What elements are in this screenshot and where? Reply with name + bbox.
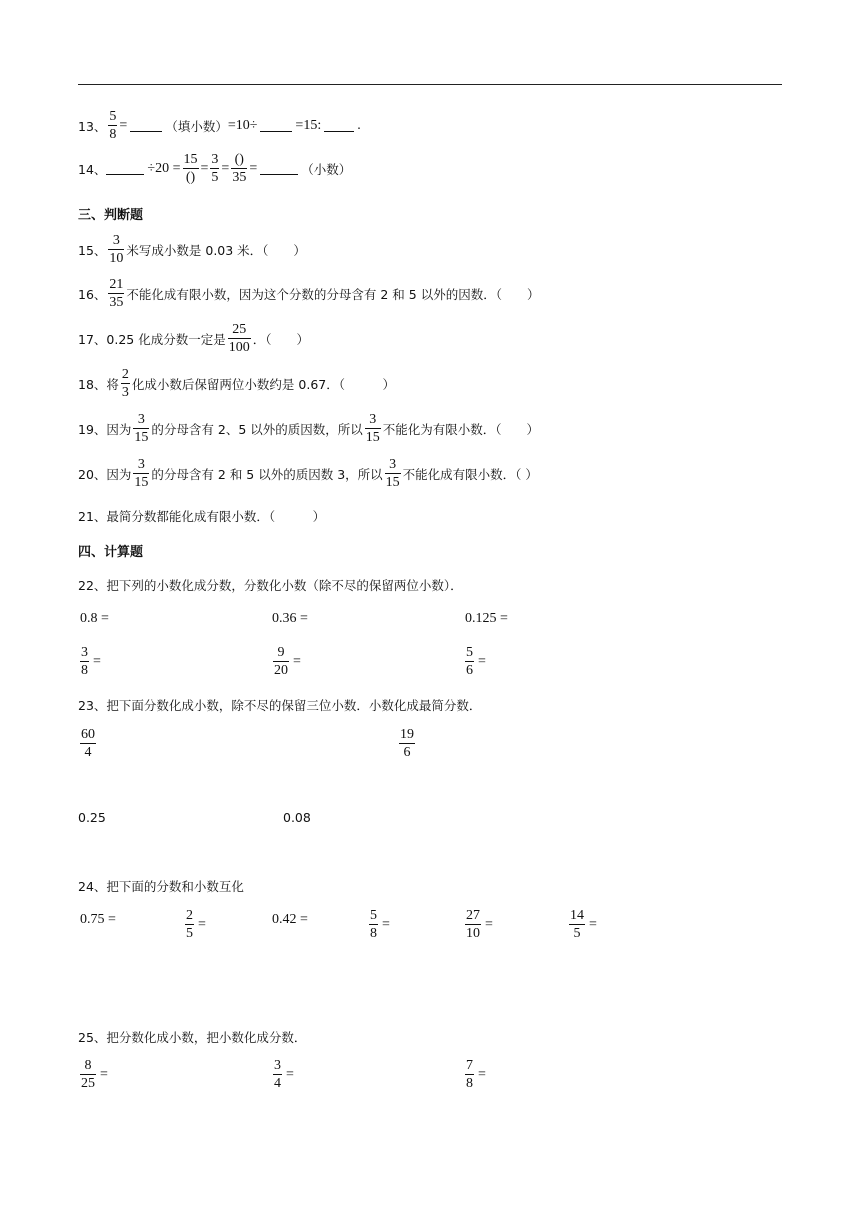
fraction: $\frac{()}{35}$ bbox=[232, 152, 247, 185]
q23-fraction-1: $\frac{60}{4}$ bbox=[81, 727, 95, 760]
question-16: 16、 $\frac{21}{35}$ 不能化成有限小数，因为这个分数的分母含有 2 和 5 以外的因数．（ ） bbox=[78, 277, 540, 310]
question-15: 15、 $\frac{3}{10}$ 米写成小数是 0.03 米．（ ） bbox=[78, 233, 306, 266]
question-18: 18、 将 $\frac{2}{3}$ 化成小数后保留两位小数约是 0.67．（ ） bbox=[78, 367, 395, 400]
q23-fraction-2: $\frac{19}{6}$ bbox=[400, 727, 414, 760]
q25-fraction-3: $\frac{7}{8}$ = bbox=[466, 1058, 486, 1091]
q24-decimal-1: 0.75 = bbox=[80, 912, 116, 927]
section-heading-calculation: 四、计算题 bbox=[78, 545, 144, 560]
q25-fraction-2: $\frac{3}{4}$ = bbox=[274, 1058, 294, 1091]
question-number: 13、 bbox=[78, 118, 107, 134]
question-17: 17、 0.25 化成分数一定是 $\frac{25}{100}$ ．（ ） bbox=[78, 322, 309, 355]
q24-fraction-2: $\frac{5}{8}$ = bbox=[370, 908, 390, 941]
q22-fraction-3: $\frac{5}{6}$ = bbox=[466, 645, 486, 678]
fraction: $\frac{21}{35}$ bbox=[109, 277, 124, 310]
question-number: 14、 bbox=[78, 161, 107, 177]
answer-blank[interactable] bbox=[324, 119, 354, 132]
section-heading-judgment: 三、判断题 bbox=[78, 208, 144, 223]
answer-blank[interactable] bbox=[106, 162, 144, 175]
q22-decimal-1: 0.8 = bbox=[80, 611, 109, 626]
question-14: 14、 ÷20 = $\frac{15}{()}$ = $\frac{3}{5}$ = $\frac{()}{35}$ = （小数） bbox=[78, 152, 352, 185]
answer-blank[interactable] bbox=[260, 162, 298, 175]
fraction: $\frac{3}{15}$ bbox=[365, 412, 380, 445]
question-23: 23、 把下面分数化成小数，除不尽的保留三位小数．小数化成最简分数． bbox=[78, 698, 482, 713]
q24-decimal-2: 0.42 = bbox=[272, 912, 308, 927]
q23-decimal-2: 0.08 bbox=[283, 810, 311, 825]
q22-fraction-2: $\frac{9}{20}$ = bbox=[274, 645, 301, 678]
fraction: $\frac{15}{()}$ bbox=[183, 152, 198, 185]
fraction: $\frac{3}{15}$ bbox=[134, 457, 149, 490]
question-21: 21、 最简分数都能化成有限小数．（ ） bbox=[78, 509, 326, 524]
question-13: 13、 $\frac{5}{8}$ = （填小数） =10÷ =15: . bbox=[78, 109, 361, 142]
q22-decimal-3: 0.125 = bbox=[465, 611, 508, 626]
fraction: $\frac{25}{100}$ bbox=[228, 322, 250, 355]
header-rule bbox=[78, 84, 782, 85]
q24-fraction-3: $\frac{27}{10}$ = bbox=[466, 908, 493, 941]
fraction: $\frac{3}{10}$ bbox=[109, 233, 124, 266]
fraction: $\frac{2}{3}$ bbox=[121, 367, 129, 400]
q25-fraction-1: $\frac{8}{25}$ = bbox=[81, 1058, 108, 1091]
q24-fraction-4: $\frac{14}{5}$ = bbox=[570, 908, 597, 941]
question-19: 19、 因为 $\frac{3}{15}$ 的分母含有 2、5 以外的质因数，所以 $\frac{3}{15}$ 不能化为有限小数．（ ） bbox=[78, 412, 540, 445]
q22-fraction-1: $\frac{3}{8}$ = bbox=[81, 645, 101, 678]
fraction: $\frac{3}{15}$ bbox=[385, 457, 400, 490]
answer-blank[interactable] bbox=[260, 119, 292, 132]
question-22: 22、 把下列的小数化成分数，分数化小数（除不尽的保留两位小数）． bbox=[78, 578, 463, 593]
fraction: $\frac{5}{8}$ bbox=[109, 109, 117, 142]
question-20: 20、 因为 $\frac{3}{15}$ 的分母含有 2 和 5 以外的质因数 3，所以 $\frac{3}{15}$ 不能化成有限小数．（ ） bbox=[78, 457, 538, 490]
answer-blank[interactable] bbox=[130, 119, 162, 132]
q23-decimal-1: 0.25 bbox=[78, 810, 106, 825]
q24-fraction-1: $\frac{2}{5}$ = bbox=[186, 908, 206, 941]
fraction: $\frac{3}{15}$ bbox=[134, 412, 149, 445]
fraction: $\frac{3}{5}$ bbox=[211, 152, 219, 185]
question-24: 24、 把下面的分数和小数互化 bbox=[78, 879, 244, 894]
question-25: 25、 把分数化成小数，把小数化成分数． bbox=[78, 1030, 307, 1045]
q22-decimal-2: 0.36 = bbox=[272, 611, 308, 626]
